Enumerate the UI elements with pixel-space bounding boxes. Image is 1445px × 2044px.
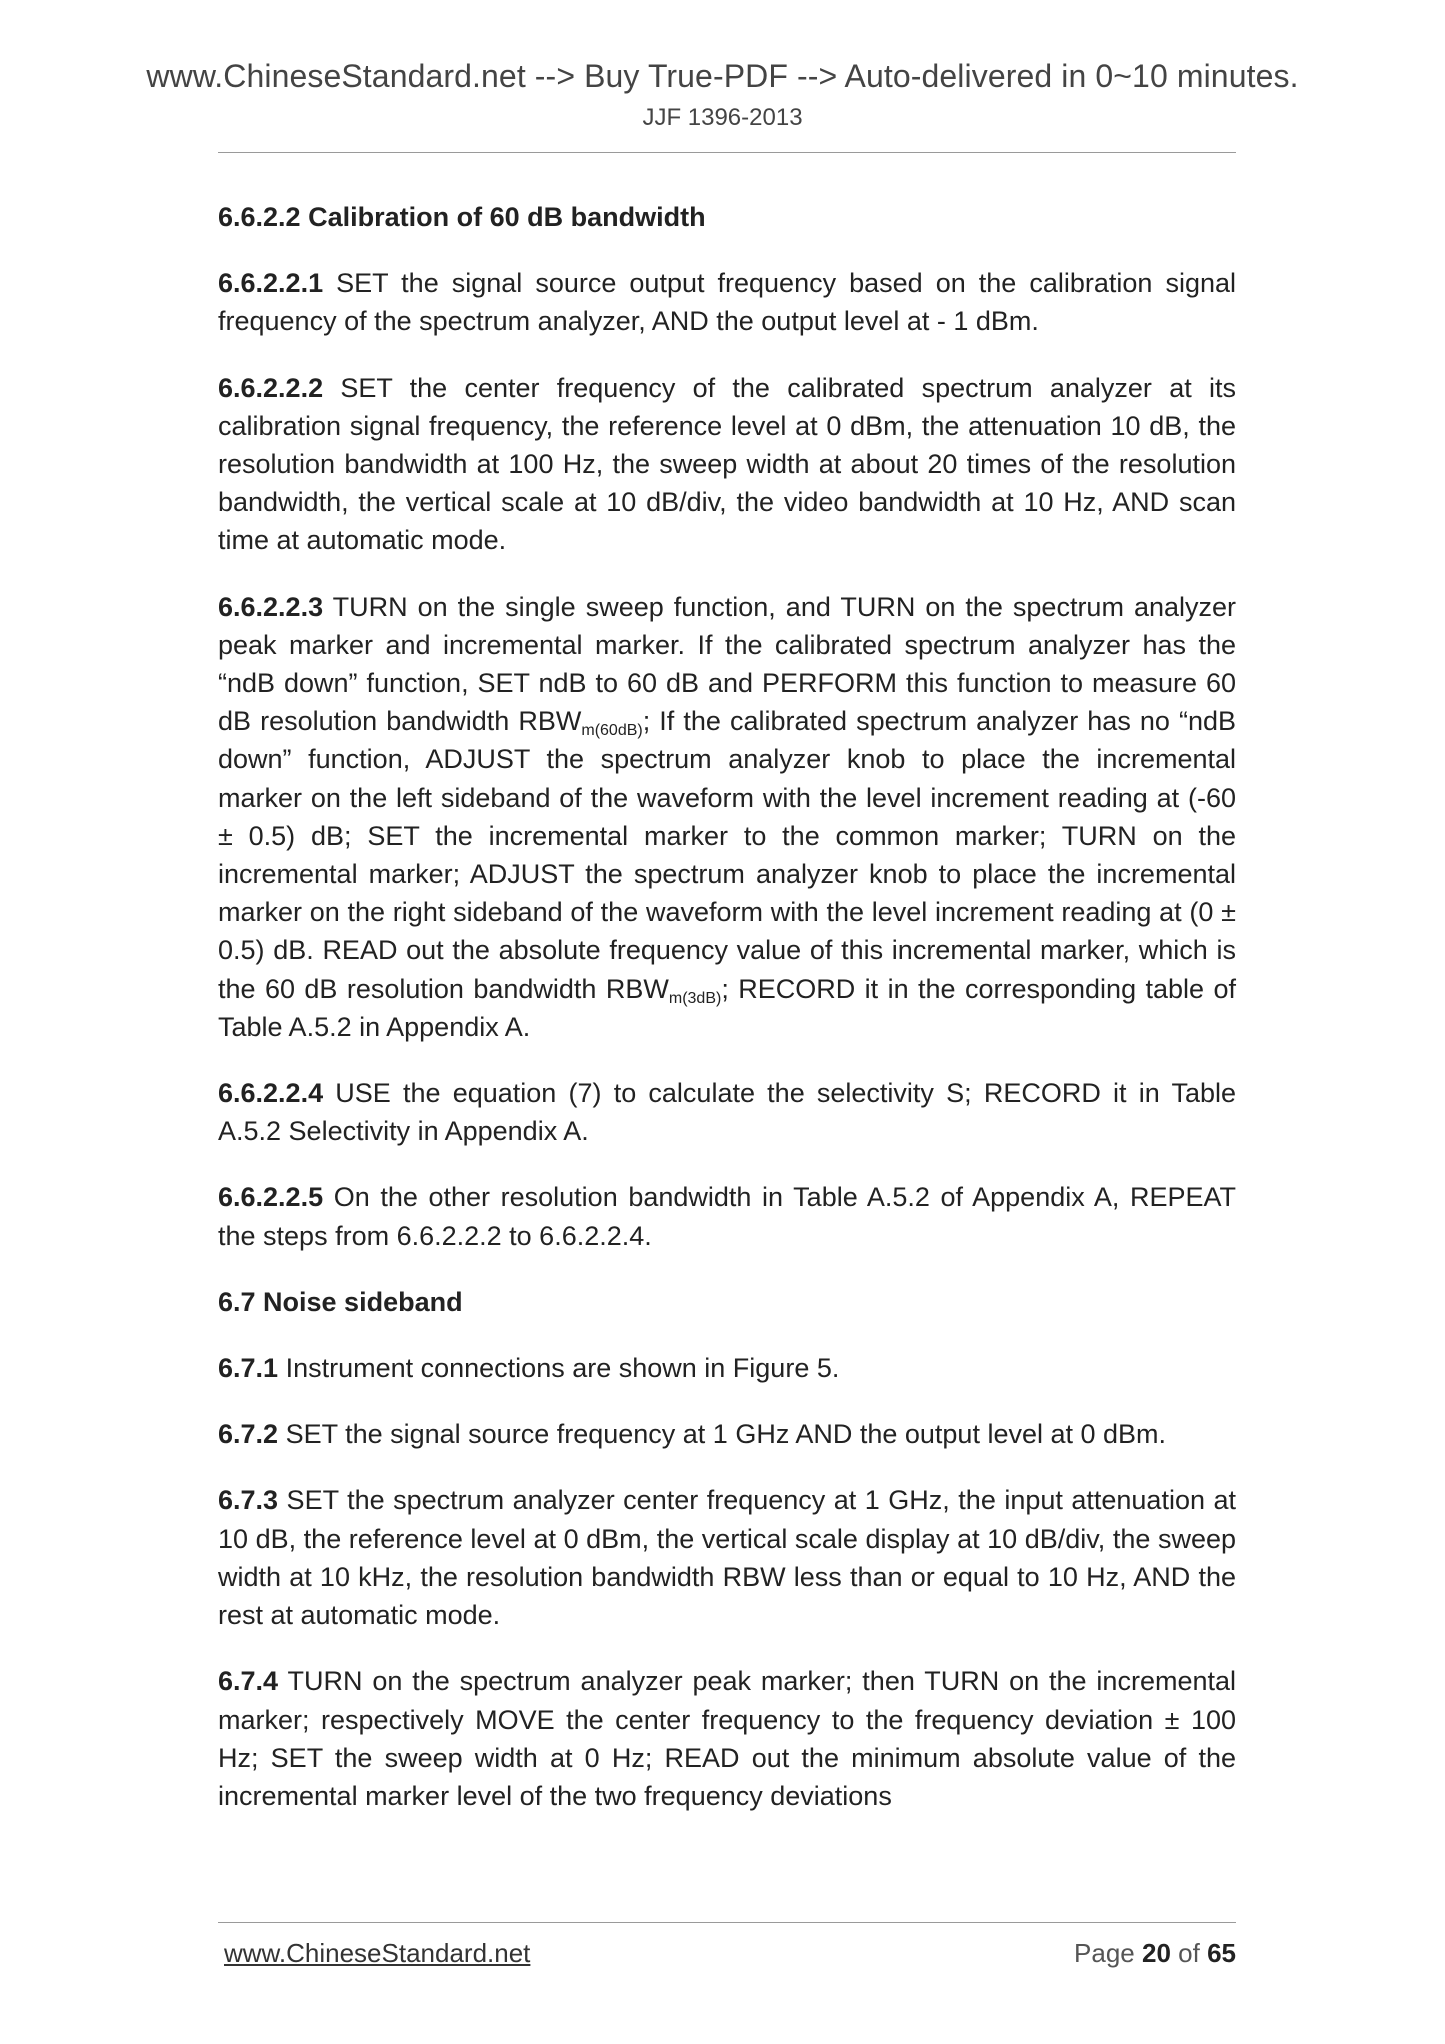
clause-text: TURN on the single sweep function, and TURN on the spectrum analyzer peak marker and incremental marker. If the calibrated spectrum analyzer has the “ndB down” function, SET ndB to 60 dB and PERFORM this function to measure 60 dB resolution bandwidth RBW (218, 591, 1236, 737)
paragraph-6-7-3 (218, 1481, 1236, 1634)
standard-code: JJF 1396-2013 (642, 104, 803, 131)
paragraph-6-6-2-2-4 (218, 1074, 1236, 1150)
clause-number: 6.6.2.2.2 (218, 372, 324, 403)
paragraph-6-7-2 (218, 1415, 1236, 1453)
footer-rule (218, 1922, 1236, 1923)
paragraph-6-7-1 (218, 1349, 1236, 1387)
clause-text: SET the center frequency of the calibrated spectrum analyzer at its calibration signal frequency, the reference level at 0 dBm, the attenuation 10 dB, the resolution bandwidth at 100 Hz, the sweep width at about 20 times of the resolution bandwidth, the vertical scale at 10 dB/div, the video bandwidth at 10 Hz, AND scan time at automatic mode. (218, 372, 1236, 556)
clause-text: ; If the calibrated spectrum analyzer has no “ndB down” function, ADJUST the spectrum analyzer knob to place the incremental marker on the left sideband of the waveform with the level increment reading at (-60 ± 0.5) dB; SET the incremental marker to the common marker; TURN on the incremental marker; ADJUST the spectrum analyzer knob to place the incremental marker on the right sideband of the waveform with the level increment reading at (0 ± 0.5) dB. READ out the absolute frequency value of this incremental marker, which is the 60 dB resolution bandwidth RBW (218, 706, 1237, 1004)
header-rule (218, 152, 1236, 153)
clause-text: SET the signal source output frequency based on the calibration signal frequency of the spectrum analyzer, AND the output level at - 1 dBm. (218, 268, 1236, 337)
clause-text: ; RECORD it in the corresponding table of Table A.5.2 in Appendix A. (218, 973, 1236, 1042)
paragraph-6-6-2-2-5 (218, 1178, 1236, 1254)
page-indicator (1074, 1938, 1236, 1969)
paragraph-6-6-2-2-3 (218, 588, 1236, 1046)
clause-number: 6.7.3 (218, 1485, 279, 1516)
subscript: m(3dB) (668, 989, 722, 1007)
header-banner: www.ChineseStandard.net --> Buy True-PDF --> Auto-delivered in 0~10 minutes. (146, 58, 1299, 94)
paragraph-6-7-4 (218, 1662, 1236, 1815)
clause-number: 6.7.1 (218, 1353, 279, 1384)
clause-text: SET the spectrum analyzer center frequency at 1 GHz, the input attenuation at 10 dB, the reference level at 0 dBm, the vertical scale display at 10 dB/div, the sweep width at 10 kHz, the resolution bandwidth RBW less than or equal to 10 Hz, AND the rest at automatic mode. (218, 1485, 1236, 1631)
clause-number: 6.6.2.2.4 (218, 1078, 324, 1109)
page-current: 20 (1142, 1938, 1171, 1968)
page-prefix: Page (1074, 1938, 1135, 1968)
paragraph-6-6-2-2-2 (218, 369, 1236, 560)
clause-number: 6.7.4 (218, 1666, 279, 1697)
clause-text: On the other resolution bandwidth in Table A.5.2 of Appendix A, REPEAT the steps from 6.6.2.2.2 to 6.6.2.2.4. (218, 1182, 1236, 1251)
section-heading-6-7: 6.7 Noise sideband (218, 1286, 463, 1317)
clause-number: 6.6.2.2.3 (218, 591, 324, 622)
clause-number: 6.6.2.2.1 (218, 268, 324, 299)
section-heading-6-6-2-2: 6.6.2.2 Calibration of 60 dB bandwidth (218, 202, 706, 232)
document-body (218, 198, 1236, 1843)
clause-text: SET the signal source frequency at 1 GHz AND the output level at 0 dBm. (278, 1419, 1167, 1450)
clause-text: TURN on the spectrum analyzer peak marker; then TURN on the incremental marker; respectively MOVE the center frequency to the frequency deviation ± 100 Hz; SET the sweep width at 0 Hz; READ out the minimum absolute value of the incremental marker level of the two frequency deviations (218, 1666, 1236, 1811)
page-of: of (1178, 1938, 1200, 1968)
clause-number: 6.6.2.2.5 (218, 1182, 324, 1213)
footer-link[interactable]: www.ChineseStandard.net (224, 1938, 531, 1968)
page-total: 65 (1207, 1938, 1236, 1968)
subscript: m(60dB) (581, 722, 643, 740)
clause-text: Instrument connections are shown in Figure 5. (278, 1353, 840, 1384)
paragraph-6-6-2-2-1 (218, 264, 1236, 340)
clause-text: USE the equation (7) to calculate the selectivity S; RECORD it in Table A.5.2 Selectivity in Appendix A. (218, 1078, 1236, 1147)
clause-number: 6.7.2 (218, 1419, 279, 1450)
